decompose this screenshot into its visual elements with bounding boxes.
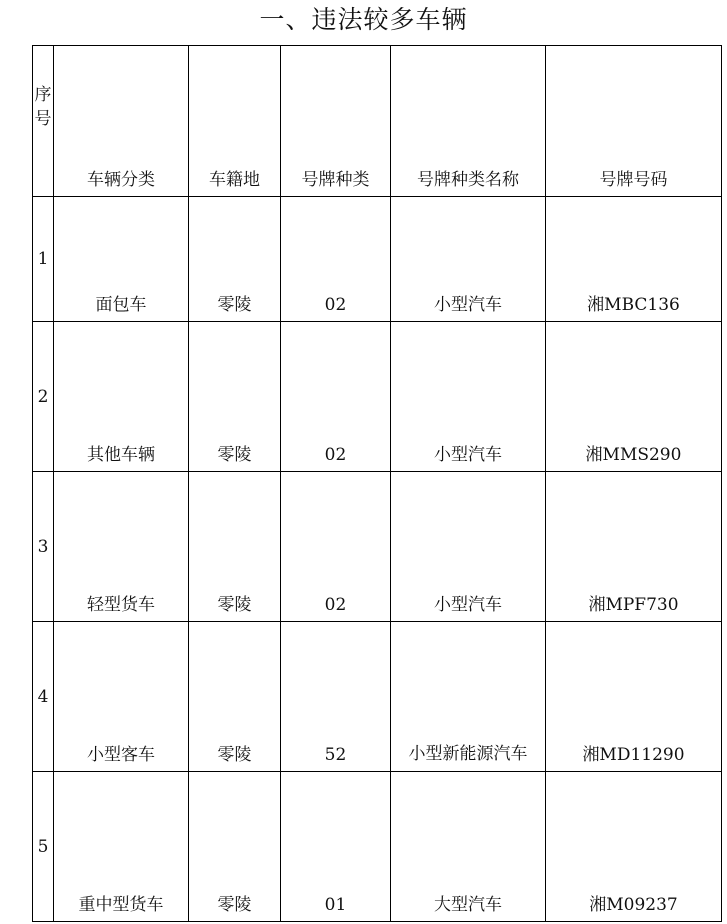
table-header-row [33, 46, 722, 197]
row-plate-type-name: 大型汽车 [391, 772, 546, 922]
row-seq: 2 [33, 322, 54, 472]
table-row [33, 472, 722, 622]
row-plate-type-name: 小型汽车 [391, 197, 546, 322]
row-plate-type: 02 [281, 197, 391, 322]
row-plate-type-name: 小型汽车 [391, 322, 546, 472]
violation-vehicles-table [32, 45, 722, 922]
page-title: 一、违法较多车辆 [259, 5, 468, 34]
row-plate-number: 湘MD11290 [546, 622, 722, 772]
row-plate-number: 湘MBC136 [546, 197, 722, 322]
header-plate-number: 号牌号码 [546, 46, 722, 197]
row-seq: 4 [33, 622, 54, 772]
row-plate-type: 01 [281, 772, 391, 922]
table-row [33, 197, 722, 322]
row-plate-number: 湘MMS290 [546, 322, 722, 472]
header-seq: 序号 [33, 46, 54, 197]
row-plate-type-name: 小型汽车 [391, 472, 546, 622]
row-seq: 1 [33, 197, 54, 322]
table-row [33, 772, 722, 922]
row-plate-type: 52 [281, 622, 391, 772]
row-plate-number: 湘M09237 [546, 772, 722, 922]
header-category: 车辆分类 [54, 46, 189, 197]
row-region: 零陵 [189, 772, 281, 922]
table-row [33, 322, 722, 472]
row-category: 其他车辆 [54, 322, 189, 472]
row-region: 零陵 [189, 472, 281, 622]
row-region: 零陵 [189, 322, 281, 472]
row-category: 轻型货车 [54, 472, 189, 622]
row-seq: 5 [33, 772, 54, 922]
row-category: 小型客车 [54, 622, 189, 772]
row-category: 重中型货车 [54, 772, 189, 922]
row-plate-type: 02 [281, 322, 391, 472]
row-plate-number: 湘MPF730 [546, 472, 722, 622]
header-region: 车籍地 [189, 46, 281, 197]
row-category: 面包车 [54, 197, 189, 322]
row-region: 零陵 [189, 622, 281, 772]
header-plate-type-name: 号牌种类名称 [391, 46, 546, 197]
row-plate-type-name: 小型新能源汽车 [391, 622, 546, 772]
row-seq: 3 [33, 472, 54, 622]
header-plate-type: 号牌种类 [281, 46, 391, 197]
row-region: 零陵 [189, 197, 281, 322]
table-row [33, 622, 722, 772]
row-plate-type: 02 [281, 472, 391, 622]
